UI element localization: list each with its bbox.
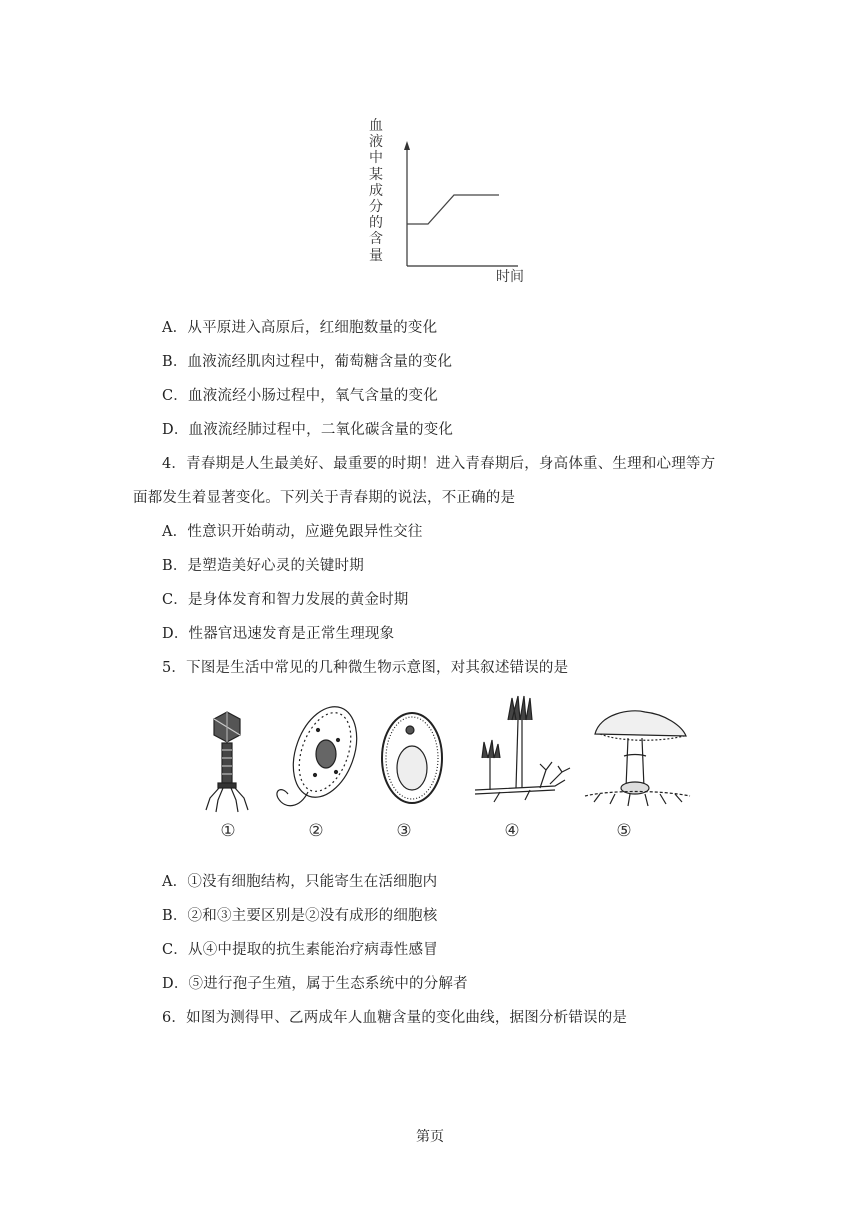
bacterium-drawing	[277, 698, 368, 806]
y-axis-arrow	[404, 141, 410, 150]
q3-option-b: B．血液流经肌肉过程中，葡萄糖含量的变化	[162, 354, 453, 370]
q4-option-d: D．性器官迅速发育是正常生理现象	[162, 626, 395, 642]
q5-option-a: A．①没有细胞结构，只能寄生在活细胞内	[162, 874, 438, 890]
graph-axes	[366, 116, 532, 290]
q6-stem: 6．如图为测得甲、乙两成年人血糖含量的变化曲线，据图分析错误的是	[162, 1010, 628, 1026]
microorganism-figure	[190, 690, 710, 850]
label-3: ③	[396, 821, 412, 841]
label-5: ⑤	[616, 821, 632, 841]
microorganism-drawings	[190, 690, 710, 820]
label-1: ①	[220, 821, 236, 841]
penicillium-drawing	[475, 696, 570, 802]
q5-option-d: D．⑤进行孢子生殖，属于生态系统中的分解者	[162, 976, 468, 992]
q5-option-b: B．②和③主要区别是②没有成形的细胞核	[162, 908, 438, 924]
q4-stem-line1: 4．青春期是人生最美好、最重要的时期！进入青春期后，身高体重、生理和心理等方	[162, 456, 716, 472]
q4-stem-line2: 面都发生着显著变化。下列关于青春期的说法，不正确的是	[133, 490, 516, 506]
x-axis-label: 时间	[496, 269, 524, 285]
q3-option-c: C．血液流经小肠过程中，氧气含量的变化	[162, 388, 438, 404]
page-footer: 第页	[416, 1129, 444, 1145]
q5-stem: 5．下图是生活中常见的几种微生物示意图，对其叙述错误的是	[162, 660, 569, 676]
y-axis-label: 血液中某成分的含量	[369, 118, 383, 264]
q4-option-a: A．性意识开始萌动，应避免跟异性交往	[162, 524, 423, 540]
q4-option-b: B．是塑造美好心灵的关键时期	[162, 558, 364, 574]
bacteriophage-drawing	[206, 712, 248, 812]
label-2: ②	[308, 821, 324, 841]
q3-option-d: D．血液流经肺过程中，二氧化碳含量的变化	[162, 422, 454, 438]
blood-content-graph	[366, 116, 532, 290]
q3-option-a: A．从平原进入高原后，红细胞数量的变化	[162, 320, 438, 336]
q5-option-c: C．从④中提取的抗生素能治疗病毒性感冒	[162, 942, 438, 958]
q4-option-c: C．是身体发育和智力发展的黄金时期	[162, 592, 409, 608]
content-curve	[407, 195, 499, 224]
mushroom-drawing	[585, 711, 690, 806]
label-4: ④	[504, 821, 520, 841]
yeast-drawing	[382, 713, 442, 803]
